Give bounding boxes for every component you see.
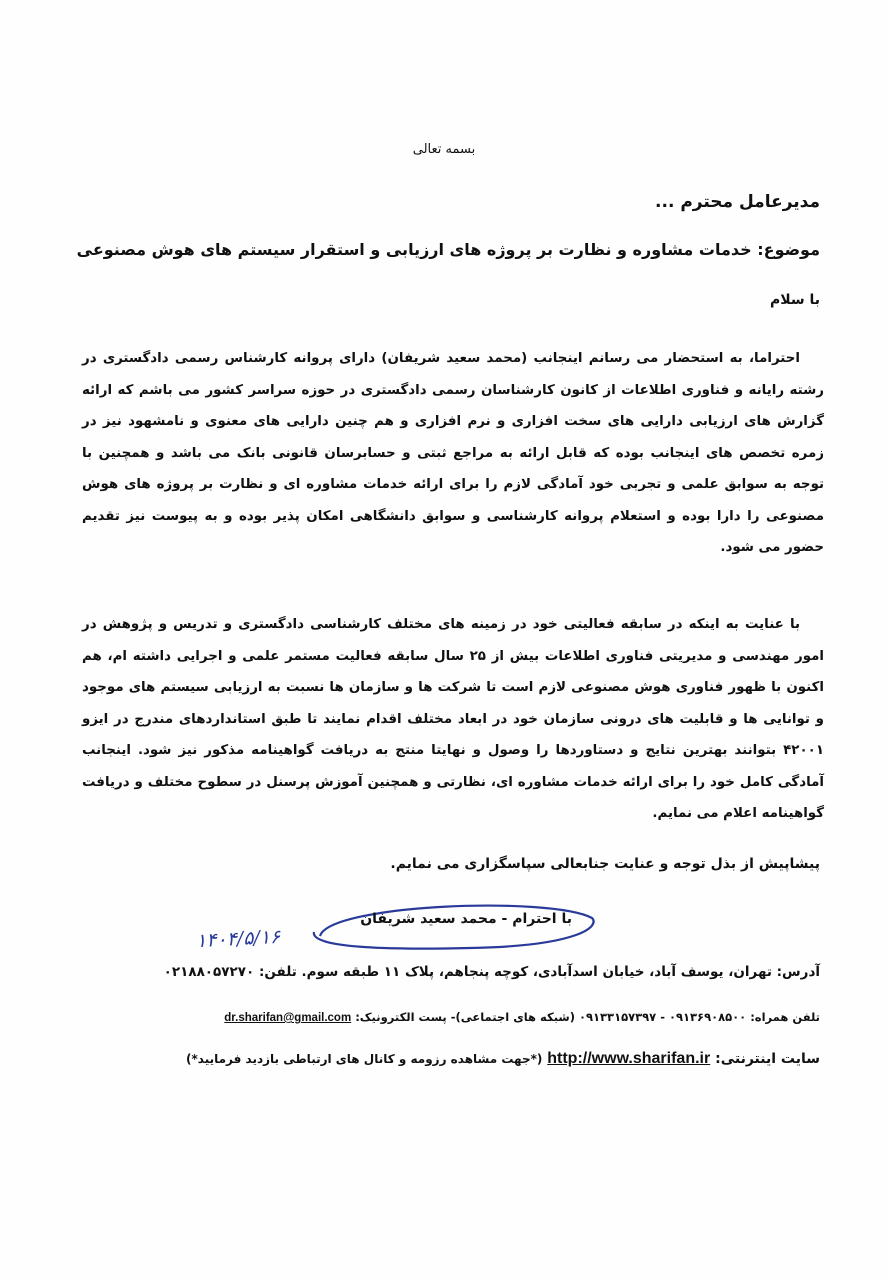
recipient-line: مدیرعامل محترم ... bbox=[655, 192, 820, 212]
website-link[interactable]: http://www.sharifan.ir bbox=[547, 1050, 711, 1067]
address-line: آدرس: تهران، یوسف آباد، خیابان اسدآبادی، کوچه پنجاهم، پلاک ۱۱ طبقه سوم. تلفن: ۰۲۱۸۸۰۵۷۲۷۰ bbox=[163, 964, 820, 980]
body-paragraph-2: با عنایت به اینکه در سابقه فعالیتی خود در زمینه های مختلف کارشناسی دادگستری و تدریس و پژوهش در امور مهندسی و مدیریتی فناوری اطلاعات بیش از ۲۵ سال سابقه فعالیت مستمر علمی و اجرایی داشته ام، هم اکنون با ظهور فناوری هوش مصنوعی لازم است تا شرکت ها و سازمان ها نسبت به ارزیابی سیستم های موجود و توانایی ها و قابلیت های درونی سازمان خود در ابعاد مختلف اقدام نمایند تا طبق استانداردهای مندرج در ایزو ۴۲۰۰۱ بتوانند بهترین نتایج و دستاوردها را وصول و نهایتا منتج به دریافت گواهینامه مذکور نیز شود. اینجانب آمادگی کامل خود را برای ارائه خدمات مشاوره ای، نظارتی و همچنین آموزش پرسنل در سطوح مختلف و دریافت گواهینامه اعلام می نمایم. bbox=[82, 617, 824, 822]
basmala-heading: بسمه تعالی bbox=[412, 142, 476, 157]
phones-line bbox=[224, 1010, 820, 1024]
email-link[interactable]: dr.sharifan@gmail.com bbox=[224, 1012, 352, 1024]
body-paragraph-1: احتراما، به استحضار می رسانم اینجانب (محمد سعید شریفان) دارای پروانه کارشناس رسمی دادگستری در رشته رایانه و فناوری اطلاعات از کانون کارشناسان رسمی دادگستری در حوزه سراسر کشور می باشم که ارائه گزارش های ارزیابی دارایی های سخت افزاری و نرم افزاری و هم چنین دارایی های معنوی و نامشهود نیز در زمره تخصص های اینجانب بوده که قابل ارائه به مراجع ثبتی و حسابرسان قانونی بانک می باشد و همچنین با توجه به سوابق علمی و تجربی خود آمادگی لازم را برای ارائه خدمات مشاوره ای و نظارت بر پروژه های هوش مصنوعی را دارا بوده و استعلام پروانه کارشناسی و سوابق دانشگاهی امکان پذیر بوده و به پیوست نیز تقدیم حضور می شود. bbox=[82, 351, 824, 556]
closing-line: پیشاپیش از بذل توجه و عنایت جنابعالی سپاسگزاری می نمایم. bbox=[390, 856, 820, 872]
website-note: (*جهت مشاهده رزومه و کانال های ارتباطی بازدید فرمایید*) bbox=[186, 1052, 543, 1066]
greeting: با سلام bbox=[769, 292, 820, 308]
handwritten-date: ۱۴۰۴/۵/۱۶ bbox=[195, 925, 281, 953]
website-label: سایت اینترنتی: bbox=[715, 1051, 820, 1067]
subject-line: موضوع: خدمات مشاوره و نظارت بر پروژه های ارزیابی و استقرار سیستم های هوش مصنوعی bbox=[76, 240, 820, 259]
phones-text: تلفن همراه: ۰۹۱۳۶۹۰۸۵۰۰ - ۰۹۱۳۳۱۵۷۳۹۷ (شبکه های اجتماعی)- پست الکترونیک: bbox=[355, 1010, 820, 1024]
website-line bbox=[186, 1050, 820, 1068]
signature-regards: با احترام - محمد سعید شریفان bbox=[360, 911, 572, 927]
